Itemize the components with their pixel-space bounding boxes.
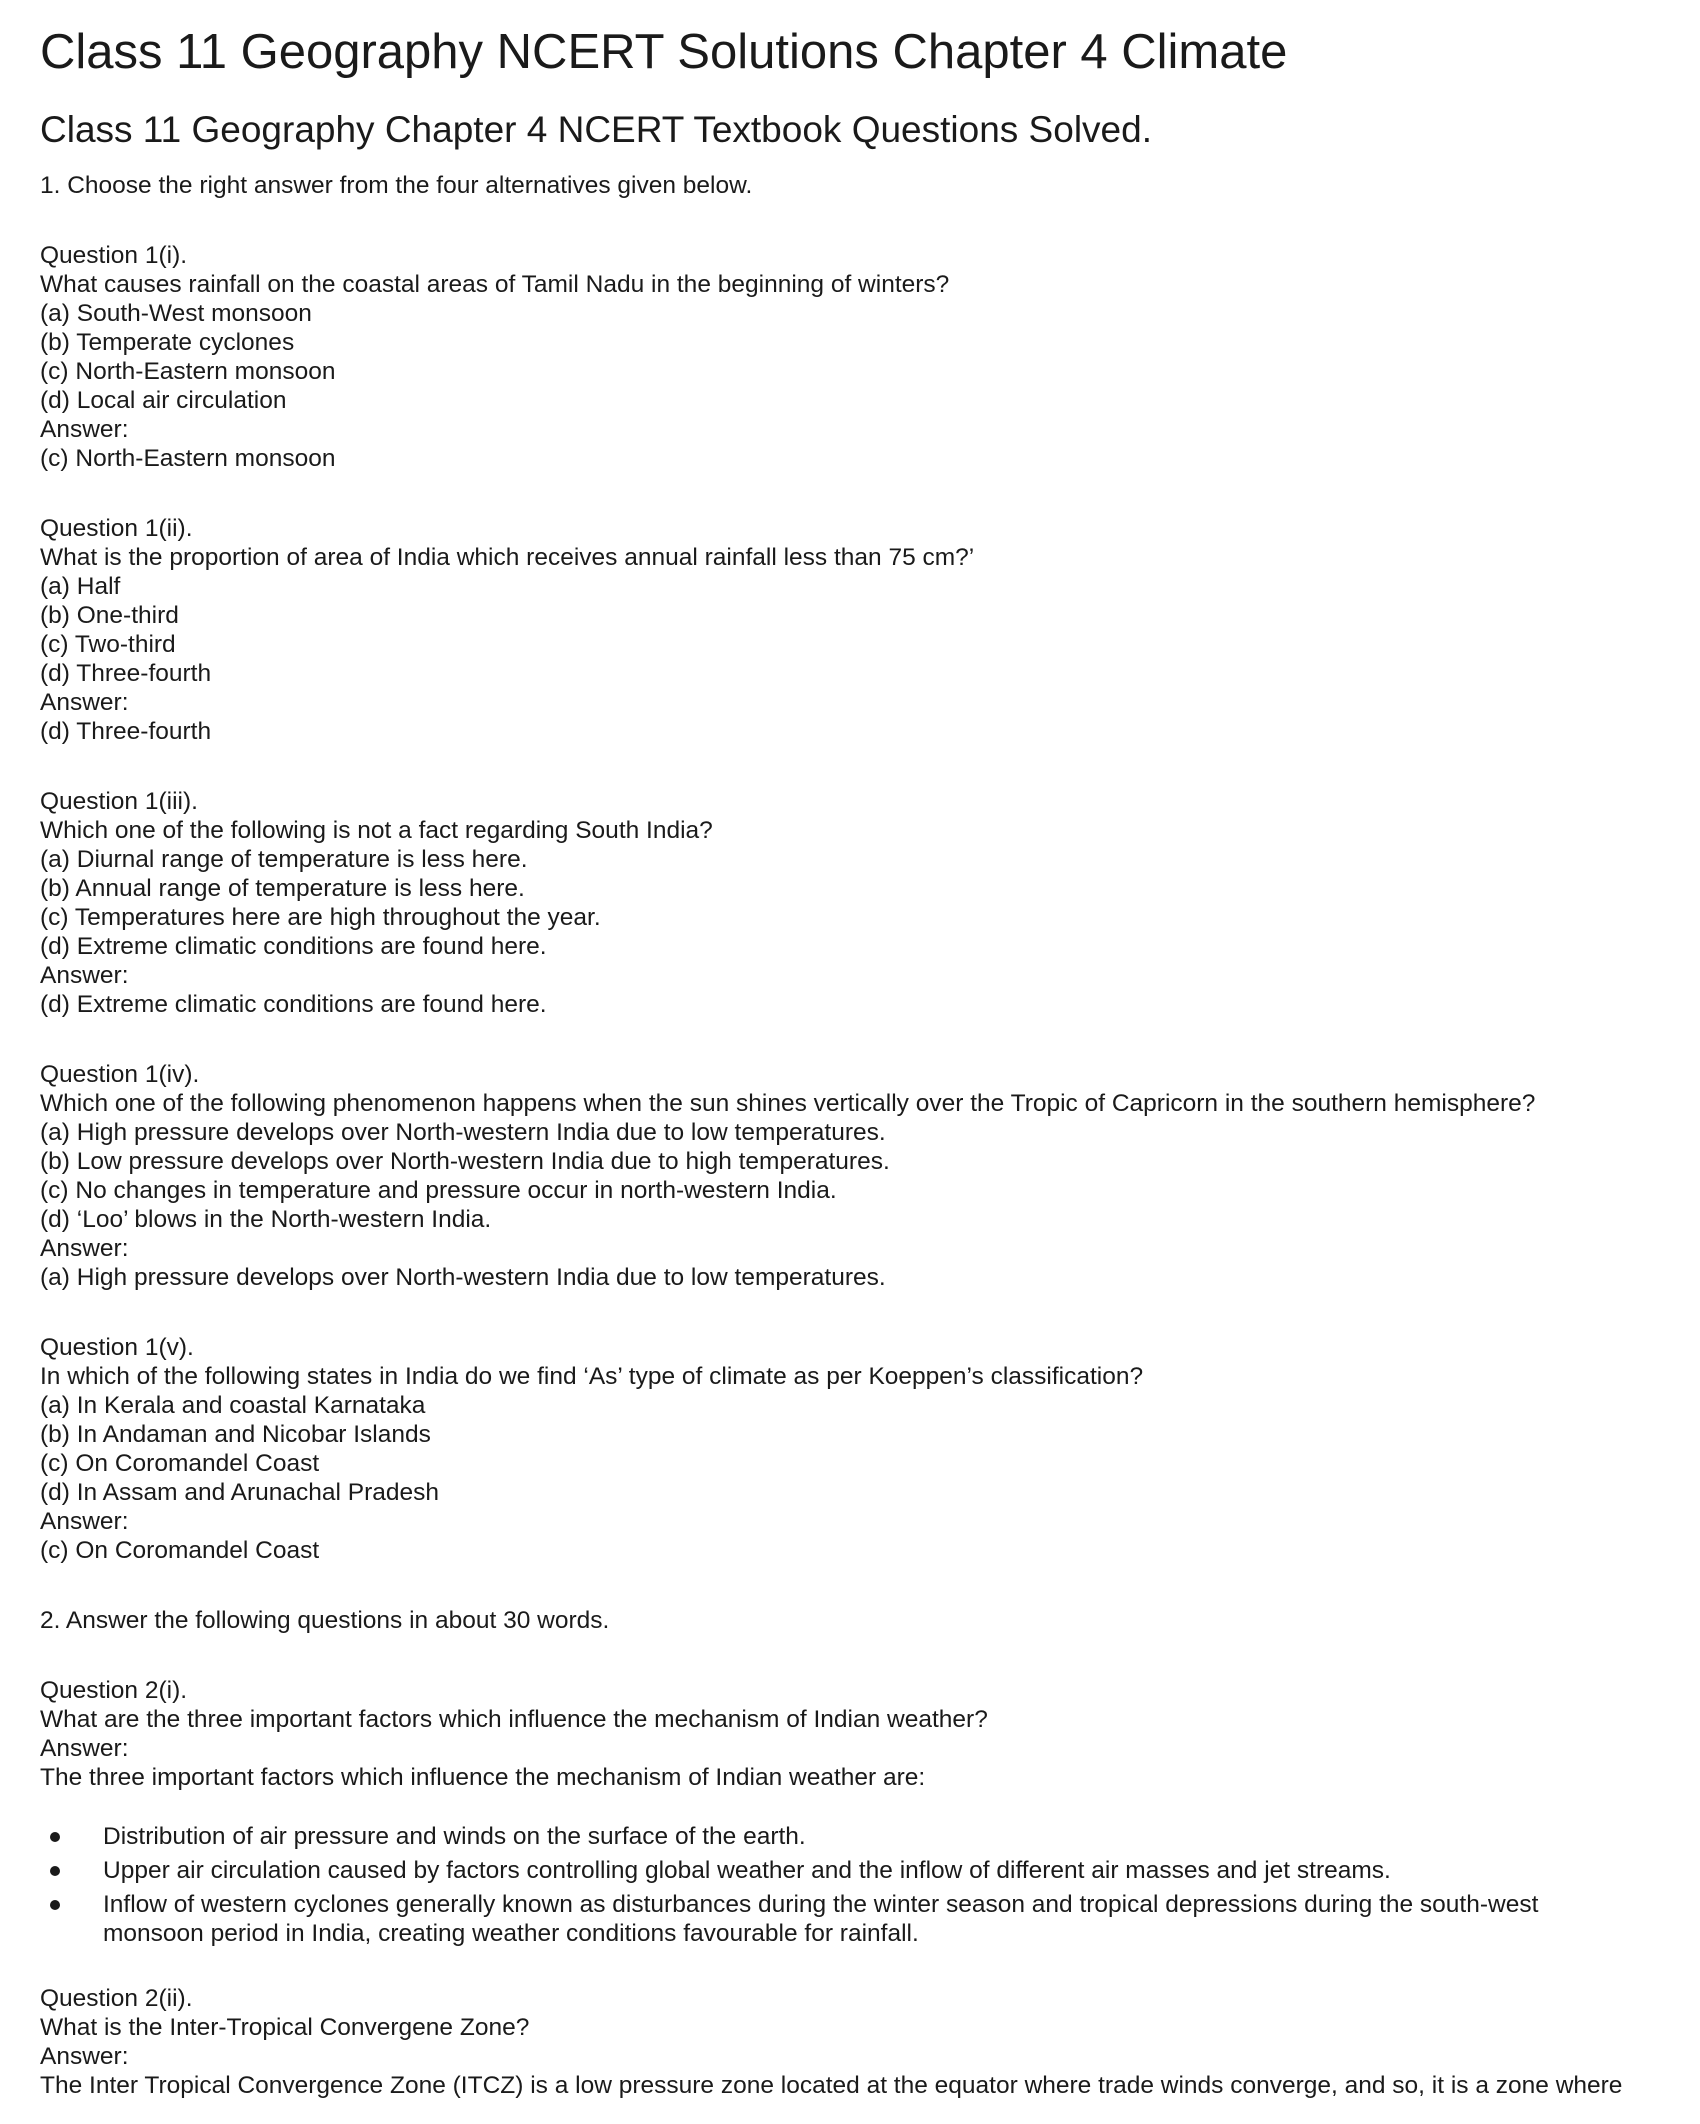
question-block xyxy=(40,514,1680,746)
question-label: Question 1(iv). xyxy=(40,1061,200,1088)
option-c: (c) North-Eastern monsoon xyxy=(40,358,336,385)
question-block xyxy=(40,1060,1680,1292)
list-item xyxy=(40,1890,1643,1948)
option-a: (a) High pressure develops over North-western India due to low temperatures. xyxy=(40,1119,886,1146)
page-subtitle: Class 11 Geography Chapter 4 NCERT Textbook Questions Solved. xyxy=(40,109,1152,150)
option-d: (d) In Assam and Arunachal Pradesh xyxy=(40,1479,440,1506)
question-text: What is the proportion of area of India which receives annual rainfall less than 75 cm?’ xyxy=(40,544,975,571)
answer-label: Answer: xyxy=(40,689,129,716)
answer-text: The Inter Tropical Convergence Zone (ITCZ) is a low pressure zone located at the equator where trade winds converge, and so, it is a zone where xyxy=(40,2072,1623,2099)
question-label: Question 1(i). xyxy=(40,242,188,269)
question-text: In which of the following states in India do we find ‘As’ type of climate as per Koeppen’s classification? xyxy=(40,1363,1144,1390)
bullet-icon xyxy=(50,1900,60,1910)
document-page xyxy=(40,0,1680,2100)
bullet-icon xyxy=(50,1832,60,1842)
answer-text: (a) High pressure develops over North-western India due to low temperatures. xyxy=(40,1264,886,1291)
list-item-text: Distribution of air pressure and winds on the surface of the earth. xyxy=(103,1823,806,1850)
answer-text: (c) North-Eastern monsoon xyxy=(40,445,336,472)
answer-text: (d) Three-fourth xyxy=(40,718,212,745)
question-label: Question 1(v). xyxy=(40,1334,194,1361)
question-label: Question 1(iii). xyxy=(40,788,198,815)
list-item xyxy=(40,1822,1643,1851)
option-b: (b) One-third xyxy=(40,602,179,629)
question-text: Which one of the following phenomenon happens when the sun shines vertically over the Tropic of Capricorn in the southern hemisphere? xyxy=(40,1090,1536,1117)
question-block xyxy=(40,787,1680,1019)
section-1-intro: 1. Choose the right answer from the four alternatives given below. xyxy=(40,172,753,199)
option-c: (c) No changes in temperature and pressure occur in north-western India. xyxy=(40,1177,837,1204)
section-2-intro: 2. Answer the following questions in about 30 words. xyxy=(40,1607,610,1634)
list-item xyxy=(40,1856,1643,1885)
answer-label: Answer: xyxy=(40,1235,129,1262)
question-block xyxy=(40,1676,1680,1948)
answer-text: (d) Extreme climatic conditions are found here. xyxy=(40,991,547,1018)
option-a: (a) Half xyxy=(40,573,121,600)
list-item-text: Inflow of western cyclones generally known as disturbances during the winter season and tropical depressions during the south-west monsoon period in India, creating weather conditions favourable for rainfall. xyxy=(103,1891,1539,1947)
answer-text: The three important factors which influence the mechanism of Indian weather are: xyxy=(40,1764,926,1791)
answer-label: Answer: xyxy=(40,962,129,989)
list-item-text: Upper air circulation caused by factors controlling global weather and the inflow of different air masses and jet streams. xyxy=(103,1857,1391,1884)
answer-bullet-list xyxy=(40,1822,1680,1948)
answer-text: (c) On Coromandel Coast xyxy=(40,1537,320,1564)
option-a: (a) In Kerala and coastal Karnataka xyxy=(40,1392,426,1419)
answer-label: Answer: xyxy=(40,416,129,443)
option-d: (d) ‘Loo’ blows in the North-western India. xyxy=(40,1206,492,1233)
question-text: What are the three important factors which influence the mechanism of Indian weather? xyxy=(40,1706,988,1733)
question-label: Question 2(ii). xyxy=(40,1985,193,2012)
question-text: What is the Inter-Tropical Convergene Zone? xyxy=(40,2014,530,2041)
question-text: What causes rainfall on the coastal areas of Tamil Nadu in the beginning of winters? xyxy=(40,271,950,298)
option-d: (d) Extreme climatic conditions are found here. xyxy=(40,933,547,960)
bullet-icon xyxy=(50,1866,60,1876)
question-text: Which one of the following is not a fact regarding South India? xyxy=(40,817,713,844)
option-b: (b) Temperate cyclones xyxy=(40,329,295,356)
option-b: (b) In Andaman and Nicobar Islands xyxy=(40,1421,431,1448)
option-b: (b) Annual range of temperature is less here. xyxy=(40,875,525,902)
option-c: (c) Temperatures here are high throughout the year. xyxy=(40,904,601,931)
question-block xyxy=(40,1333,1680,1565)
question-label: Question 1(ii). xyxy=(40,515,193,542)
option-b: (b) Low pressure develops over North-western India due to high temperatures. xyxy=(40,1148,890,1175)
answer-label: Answer: xyxy=(40,2043,129,2070)
option-c: (c) On Coromandel Coast xyxy=(40,1450,320,1477)
option-a: (a) South-West monsoon xyxy=(40,300,312,327)
question-block xyxy=(40,1984,1680,2100)
option-a: (a) Diurnal range of temperature is less here. xyxy=(40,846,528,873)
page-title: Class 11 Geography NCERT Solutions Chapter 4 Climate xyxy=(40,25,1288,79)
question-block xyxy=(40,241,1680,473)
section-1-questions xyxy=(40,241,1680,1565)
answer-label: Answer: xyxy=(40,1508,129,1535)
question-label: Question 2(i). xyxy=(40,1677,188,1704)
option-c: (c) Two-third xyxy=(40,631,176,658)
answer-label: Answer: xyxy=(40,1735,129,1762)
option-d: (d) Three-fourth xyxy=(40,660,212,687)
option-d: (d) Local air circulation xyxy=(40,387,287,414)
